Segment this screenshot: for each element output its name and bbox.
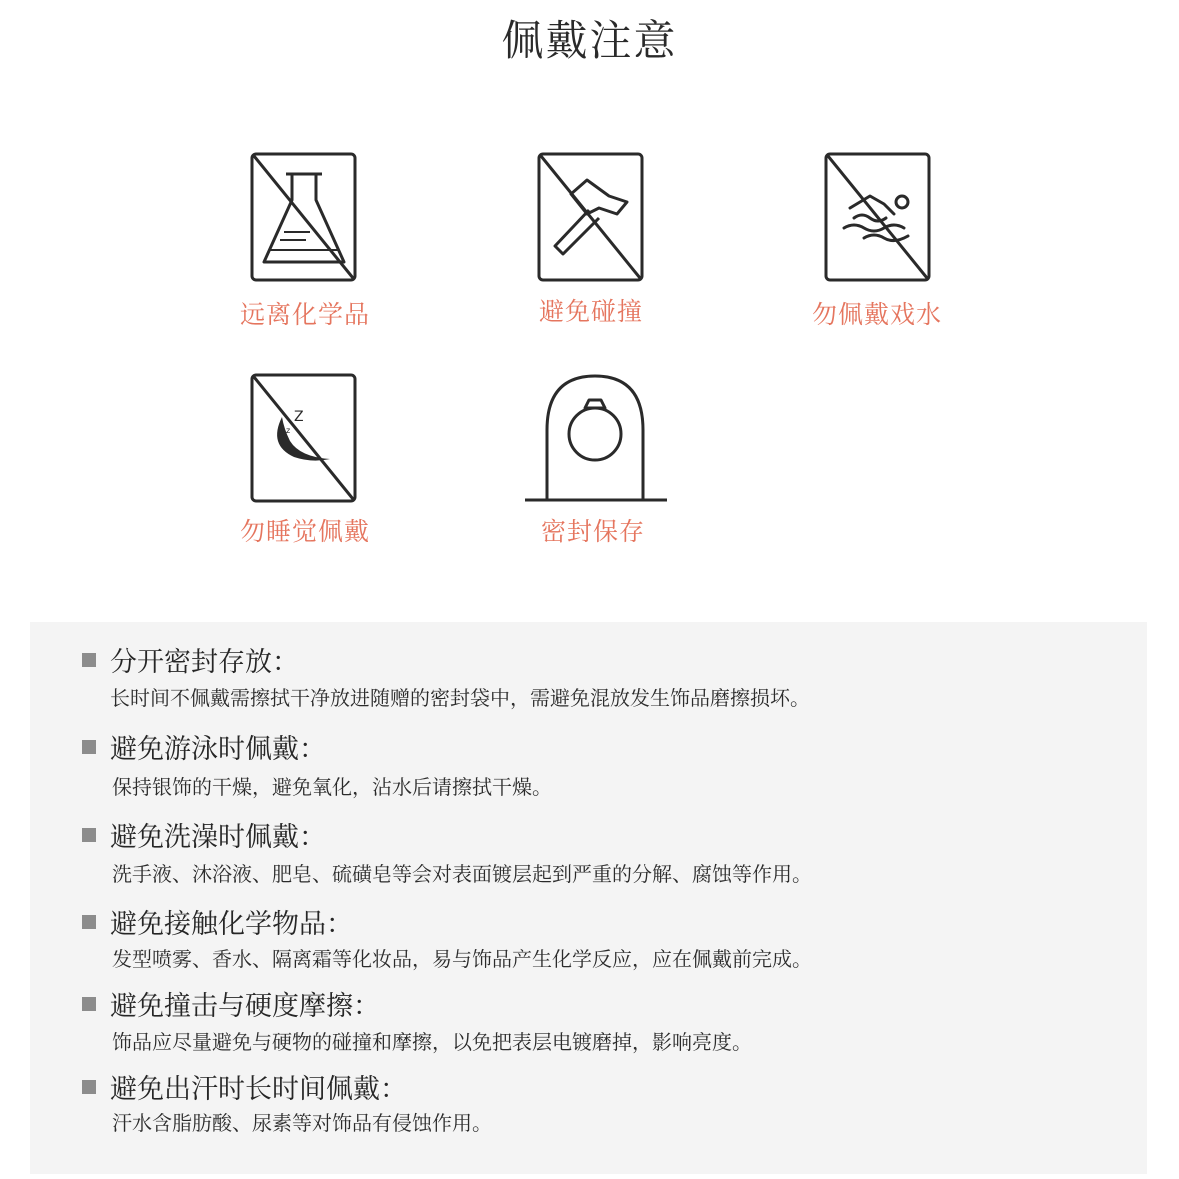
icon-label: 密封保存 [540, 517, 645, 546]
section-heading [82, 1067, 407, 1106]
section-heading-text: 分开密封存放： [110, 647, 299, 678]
section-body: 保持银饰的干燥，避免氧化，沾水后请擦拭干燥。 [112, 775, 552, 799]
square-bullet-icon [82, 997, 96, 1011]
square-bullet-icon [82, 653, 96, 667]
section-heading [82, 727, 326, 766]
no-sleeping-card [250, 373, 358, 503]
no-impact-icon [537, 152, 645, 282]
section-heading-text: 避免撞击与硬度摩擦： [110, 991, 380, 1022]
section-body: 发型喷雾、香水、隔离霜等化妆品，易与饰品产生化学反应，应在佩戴前完成。 [112, 947, 812, 971]
section-body: 洗手液、沐浴液、肥皂、硫磺皂等会对表面镀层起到严重的分解、腐蚀等作用。 [112, 862, 812, 886]
no-chemicals-icon [250, 152, 358, 282]
section-heading-text: 避免出汗时长时间佩戴： [110, 1074, 407, 1105]
page-title: 佩戴注意 [501, 16, 678, 65]
square-bullet-icon [82, 828, 96, 842]
square-bullet-icon [82, 740, 96, 754]
icon-label: 勿睡觉佩戴 [239, 517, 370, 546]
svg-text:Z: Z [294, 409, 304, 425]
section-heading [82, 902, 353, 941]
section-heading [82, 815, 326, 854]
no-impact-card [537, 152, 645, 282]
svg-text:z: z [286, 426, 291, 435]
sealed-storage-icon [523, 372, 669, 504]
square-bullet-icon [82, 915, 96, 929]
icon-label: 避免碰撞 [538, 297, 643, 326]
section-body: 汗水含脂肪酸、尿素等对饰品有侵蚀作用。 [112, 1111, 492, 1135]
sealed-storage-card [523, 372, 669, 504]
section-heading-text: 避免接触化学物品： [110, 909, 353, 940]
no-sleeping-icon [250, 373, 358, 503]
icon-label: 勿佩戴戏水 [811, 300, 942, 329]
section-heading [82, 984, 380, 1023]
no-swimming-icon [824, 152, 932, 282]
no-swimming-card [824, 152, 932, 282]
section-heading-text: 避免洗澡时佩戴： [110, 822, 326, 853]
no-chemicals-card [250, 152, 358, 282]
section-heading [82, 640, 299, 679]
section-body: 长时间不佩戴需擦拭干净放进随赠的密封袋中，需避免混放发生饰品磨擦损坏。 [110, 686, 810, 710]
section-body: 饰品应尽量避免与硬物的碰撞和摩擦，以免把表层电镀磨掉，影响亮度。 [112, 1030, 752, 1054]
square-bullet-icon [82, 1080, 96, 1094]
section-heading-text: 避免游泳时佩戴： [110, 734, 326, 765]
icon-label: 远离化学品 [239, 300, 370, 329]
